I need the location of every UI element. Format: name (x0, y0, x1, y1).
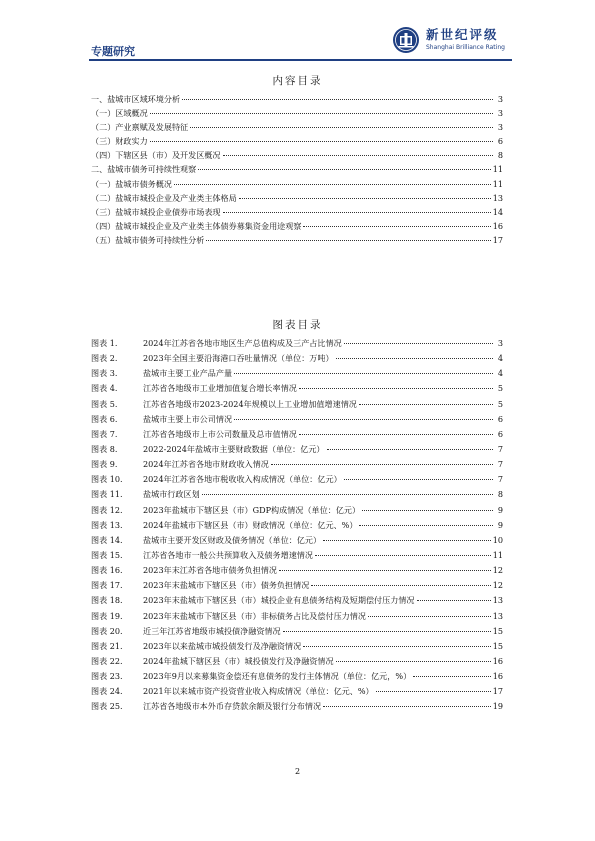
section-label: 专题研究 (91, 45, 135, 58)
toc-entry[interactable] (91, 191, 503, 205)
figure-entry-title: 2022-2024年盐城市主要财政数据（单位：亿元） (143, 443, 325, 454)
figure-entry[interactable] (91, 699, 503, 714)
figure-entry-page: 15 (492, 640, 503, 651)
figure-entry-title: 近三年江苏省地级市城投债净融资情况 (143, 625, 281, 636)
figure-entry[interactable] (91, 457, 503, 472)
figure-entry-title: 2021年以来城市资产投资营业收入构成情况（单位：亿元、%） (143, 686, 374, 697)
figure-entry[interactable] (91, 609, 503, 624)
figure-entry-title: 2024年江苏省各地市地区生产总值构成及三产占比情况 (143, 338, 342, 348)
figure-entry[interactable] (91, 336, 503, 351)
figure-entry-page: 6 (497, 413, 503, 424)
dot-leader (198, 169, 490, 170)
dot-leader (150, 113, 493, 114)
dot-leader (413, 676, 491, 677)
dot-leader (271, 464, 493, 465)
figure-entry-title: 2023年末盐城市下辖区县（市）债务负担情况 (143, 580, 310, 591)
figure-entry-title: 江苏省各地级市工业增加值复合增长率情况 (143, 383, 297, 394)
toc-entry-page: 3 (497, 108, 503, 119)
toc-entry-title: （四）盐城市城投企业及产业类主体债券募集资金用途观察 (91, 220, 302, 231)
figure-entry[interactable] (91, 412, 503, 427)
figure-entry-title: 2023年全国主要沿海港口吞吐量情况（单位：万吨） (143, 353, 334, 364)
dot-leader (368, 616, 491, 617)
figure-entry[interactable] (91, 593, 503, 608)
dot-leader (323, 706, 491, 707)
dot-leader (223, 155, 493, 156)
figure-entry-number: 图表 17. (91, 580, 123, 591)
dot-leader (283, 631, 491, 632)
figure-entry-number: 图表 18. (91, 595, 123, 606)
dot-leader (336, 661, 491, 662)
dot-leader (417, 600, 491, 601)
dot-leader (359, 525, 493, 526)
figure-entry-title: 2023年末盐城市下辖区县（市）非标债务占比及偿付压力情况 (143, 610, 366, 621)
figure-list-title: 图表目录 (272, 319, 323, 331)
figure-entry-number: 图表 1. (91, 338, 118, 348)
figure-entry-number: 图表 21. (91, 640, 123, 651)
dot-leader (234, 373, 493, 374)
dot-leader (223, 212, 491, 213)
dot-leader (376, 691, 491, 692)
figure-entry-page: 9 (497, 519, 503, 530)
dot-leader (311, 585, 490, 586)
dot-leader (315, 555, 491, 556)
figure-entry-number: 图表 7. (91, 428, 118, 439)
toc-entry-page: 13 (492, 192, 503, 203)
figure-entry-number: 图表 19. (91, 610, 123, 621)
figure-entry-number: 图表 16. (91, 565, 123, 576)
figure-entry-page: 8 (497, 489, 503, 500)
toc-entry-title: （四）下辖区县（市）及开发区概况 (91, 150, 221, 161)
toc-list (91, 92, 503, 247)
figure-entry-page: 4 (497, 368, 503, 379)
figure-entry-number: 图表 2. (91, 353, 118, 364)
figure-entry-number: 图表 12. (91, 504, 123, 515)
figure-entry-title: 2024年盐城市下辖区县（市）财政情况（单位：亿元、%） (143, 519, 358, 530)
toc-entry-title: 二、盐城市债务可持续性观察 (91, 164, 197, 175)
brand-logo (392, 24, 512, 56)
toc-entry[interactable] (91, 205, 503, 219)
toc-entry-page: 8 (497, 150, 503, 161)
dot-leader (344, 479, 493, 480)
figure-entry[interactable] (91, 684, 503, 699)
figure-entry-page: 19 (492, 701, 503, 712)
toc-entry[interactable] (91, 162, 503, 176)
dot-leader (279, 570, 491, 571)
figure-entry-title: 2023年末盐城市下辖区县（市）城投企业有息债务结构及短期偿付压力情况 (143, 595, 415, 606)
toc-title: 内容目录 (272, 75, 323, 87)
toc-entry-title: （五）盐城市债务可持续性分析 (91, 234, 205, 245)
figure-entry[interactable] (91, 351, 503, 366)
figure-entry-number: 图表 22. (91, 655, 123, 666)
figure-entry-number: 图表 14. (91, 534, 123, 545)
figure-entry-number: 图表 8. (91, 443, 118, 454)
figure-entry-page: 10 (492, 534, 503, 545)
toc-entry[interactable] (91, 106, 503, 120)
header-divider (89, 59, 512, 61)
toc-entry-page: 3 (497, 122, 503, 133)
dot-leader (336, 358, 493, 359)
toc-entry-title: （二）盐城市城投企业及产业类主体格局 (91, 192, 237, 203)
figure-entry-title: 盐城市主要开发区财政及债务情况（单位：亿元） (143, 534, 322, 545)
figure-entry-page: 17 (492, 686, 503, 697)
figure-entry-number: 图表 13. (91, 519, 123, 530)
toc-entry-title: （一）区域概况 (91, 108, 148, 119)
toc-entry-page: 14 (492, 206, 503, 217)
dot-leader (206, 240, 490, 241)
figure-entry-title: 江苏省各地级市上市公司数量及总市值情况 (143, 428, 297, 439)
toc-entry-page: 11 (492, 164, 503, 175)
toc-entry[interactable] (91, 148, 503, 162)
toc-entry[interactable] (91, 233, 503, 247)
toc-entry-title: （三）盐城市城投企业债券市场表现 (91, 206, 221, 217)
figure-entry-title: 江苏省各地市一般公共预算收入及债务增速情况 (143, 549, 313, 560)
figure-entry[interactable] (91, 397, 503, 412)
figure-entry-title: 盐城市行政区划 (143, 489, 200, 500)
dot-leader (303, 646, 490, 647)
dot-leader (239, 198, 491, 199)
figure-entry-page: 12 (492, 565, 503, 576)
toc-entry-page: 16 (492, 220, 503, 231)
figure-entry-title: 盐城市主要上市公司情况 (143, 413, 233, 424)
figure-entry-page: 3 (497, 338, 503, 348)
figure-entry[interactable] (91, 548, 503, 563)
figure-entry-page: 16 (492, 671, 503, 682)
figure-entry-page: 9 (497, 504, 503, 515)
figure-entry-number: 图表 24. (91, 686, 123, 697)
toc-entry-page: 17 (492, 234, 503, 245)
figure-entry-page: 5 (497, 383, 503, 394)
dot-leader (344, 343, 493, 344)
toc-entry-page: 6 (497, 136, 503, 147)
figure-entry-page: 13 (492, 595, 503, 606)
figure-entry-title: 2024年盐城下辖区县（市）城投债发行及净融资情况 (143, 655, 334, 666)
figure-entry-number: 图表 11. (91, 489, 123, 500)
page-header (0, 0, 595, 70)
page-number: 2 (294, 767, 301, 776)
figure-entry-title: 2023年末江苏省各地市债务负担情况 (143, 565, 277, 576)
brand-logo-icon (392, 26, 420, 54)
toc-entry[interactable] (91, 177, 503, 191)
figure-entry-title: 2023年盐城市下辖区县（市）GDP构成情况（单位：亿元） (143, 504, 361, 515)
dot-leader (150, 141, 493, 142)
figure-entry-number: 图表 15. (91, 549, 123, 560)
toc-entry-title: 一、盐城市区域环境分析 (91, 94, 181, 104)
figure-entry-page: 5 (497, 398, 503, 409)
dot-leader (174, 184, 491, 185)
dot-leader (362, 510, 493, 511)
figure-entry-page: 6 (497, 428, 503, 439)
brand-name-cn: 新世纪评级 (426, 27, 499, 42)
figure-entry-page: 7 (497, 459, 503, 470)
figure-entry[interactable] (91, 503, 503, 518)
figure-entry-page: 15 (492, 625, 503, 636)
toc-entry[interactable] (91, 120, 503, 134)
figure-entry-number: 图表 3. (91, 368, 118, 379)
figure-entry[interactable] (91, 442, 503, 457)
figure-entry[interactable] (91, 518, 503, 533)
figure-entry[interactable] (91, 366, 503, 381)
dot-leader (299, 434, 493, 435)
figure-entry-number: 图表 20. (91, 625, 123, 636)
figure-entry-page: 7 (497, 443, 503, 454)
figure-entry[interactable] (91, 381, 503, 396)
figure-entry-title: 江苏省各地级市本外币存贷款余额及银行分布情况 (143, 701, 322, 712)
figure-entry[interactable] (91, 427, 503, 442)
figure-entry[interactable] (91, 624, 503, 639)
figure-entry-title: 2023年9月以来募集资金偿还有息债务的发行主体情况（单位：亿元，%） (143, 671, 412, 682)
dot-leader (323, 540, 491, 541)
dot-leader (303, 226, 490, 227)
figure-entry-title: 盐城市主要工业产品产量 (143, 368, 233, 379)
dot-leader (234, 419, 493, 420)
toc-entry-title: （二）产业禀赋及发展特征 (91, 122, 189, 133)
figure-entry[interactable] (91, 578, 503, 593)
dot-leader (299, 388, 493, 389)
figure-entry-page: 16 (492, 655, 503, 666)
dot-leader (202, 494, 493, 495)
dot-leader (359, 404, 493, 405)
figure-entry[interactable] (91, 669, 503, 684)
figure-entry-page: 11 (492, 549, 503, 560)
figure-entry-number: 图表 25. (91, 701, 123, 712)
toc-entry[interactable] (91, 134, 503, 148)
figure-entry-page: 13 (492, 610, 503, 621)
toc-entry[interactable] (91, 92, 503, 106)
figure-entry-number: 图表 23. (91, 671, 123, 682)
figure-entry[interactable] (91, 654, 503, 669)
toc-entry-page: 3 (497, 94, 503, 104)
dot-leader (190, 127, 493, 128)
toc-entry-title: （一）盐城市债务概况 (91, 178, 172, 189)
figure-entry-title: 2023年以来盐城市城投债发行及净融资情况 (143, 640, 302, 651)
figure-entry-title: 2024年江苏省各地市财政收入情况 (143, 459, 269, 470)
figure-entry[interactable] (91, 639, 503, 654)
toc-entry-page: 11 (492, 178, 503, 189)
toc-entry-title: （三）财政实力 (91, 136, 148, 147)
figure-entry-title: 2024年江苏省各地市税收收入构成情况（单位：亿元） (143, 474, 342, 485)
dot-leader (182, 99, 493, 100)
figure-entry[interactable] (91, 563, 503, 578)
figure-entry-title: 江苏省各地级市2023-2024年规模以上工业增加值增速情况 (143, 398, 357, 409)
brand-name-en: Shanghai Brilliance Rating (426, 44, 505, 51)
figure-entry-page: 12 (492, 580, 503, 591)
figure-entry-number: 图表 9. (91, 459, 118, 470)
figure-entry[interactable] (91, 487, 503, 502)
figure-entry-page: 4 (497, 353, 503, 364)
figure-entry-number: 图表 10. (91, 474, 123, 485)
figure-list (91, 336, 503, 715)
figure-entry-number: 图表 5. (91, 398, 118, 409)
figure-entry-number: 图表 6. (91, 413, 118, 424)
figure-entry-page: 7 (497, 474, 503, 485)
toc-entry[interactable] (91, 219, 503, 233)
figure-entry-number: 图表 4. (91, 383, 118, 394)
figure-entry[interactable] (91, 533, 503, 548)
dot-leader (327, 449, 493, 450)
figure-entry[interactable] (91, 472, 503, 487)
